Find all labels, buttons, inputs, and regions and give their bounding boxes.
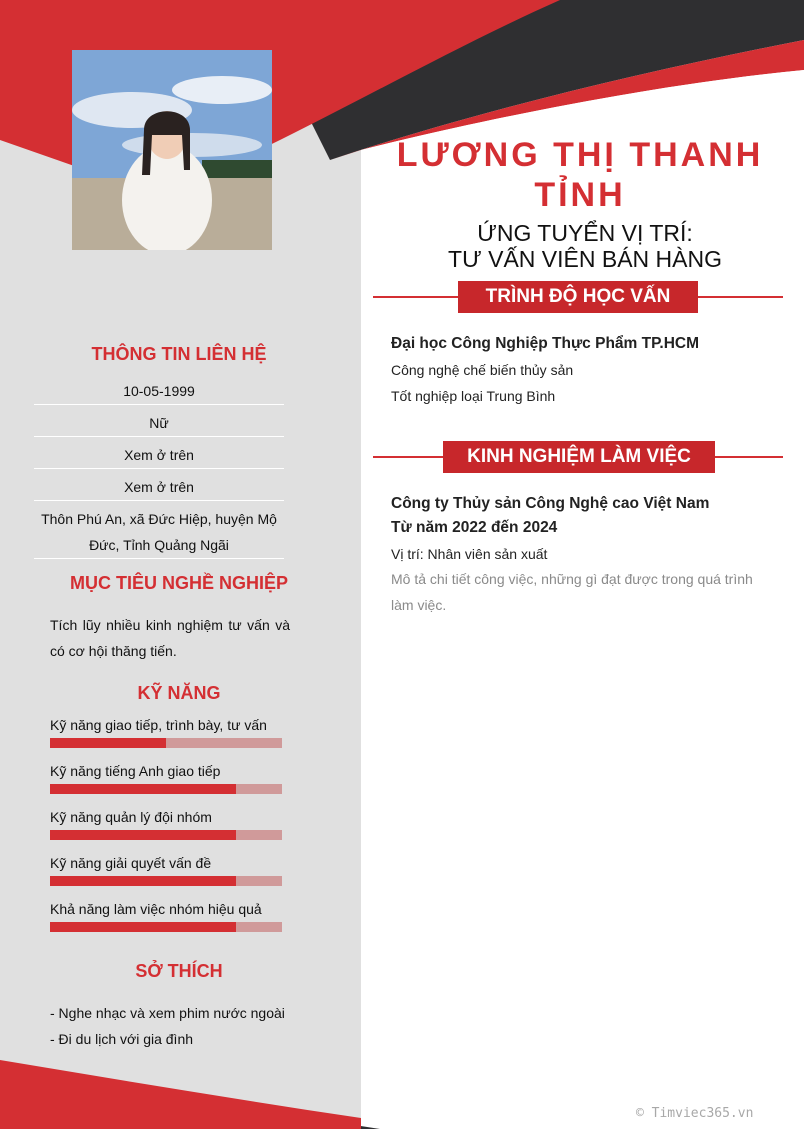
contact-email: Xem ở trên — [34, 474, 284, 501]
experience-company: Công ty Thủy sản Công Nghệ cao Việt Nam — [391, 495, 710, 512]
hobby-item: - Đi du lịch với gia đình — [50, 1031, 194, 1047]
objective-heading: MỤC TIÊU NGHỀ NGHIỆP — [69, 573, 288, 593]
skill-bar — [50, 784, 282, 794]
education-school: Đại học Công Nghiệp Thực Phẩm TP.HCM — [391, 335, 700, 352]
position-label: ỨNG TUYỂN VỊ TRÍ: — [477, 220, 693, 246]
profile-photo — [72, 50, 272, 250]
skill-bar-fill — [50, 738, 166, 748]
skill-bar — [50, 922, 282, 932]
experience-role: Vị trí: Nhân viên sản xuất — [391, 546, 548, 562]
skill-label: Kỹ năng giải quyết vấn đề — [50, 855, 212, 871]
skill-bar-fill — [50, 876, 236, 886]
skill-bar — [50, 738, 282, 748]
watermark: © Timviec365.vn — [636, 1106, 754, 1121]
experience-period: Từ năm 2022 đến 2024 — [391, 519, 558, 536]
footer-red-swoosh — [0, 1060, 361, 1129]
education-grade: Tốt nghiệp loại Trung Bình — [391, 388, 556, 404]
education-heading: TRÌNH ĐỘ HỌC VẤN — [458, 281, 698, 313]
skill-label: Kỹ năng quản lý đội nhóm — [50, 809, 212, 825]
position-title: TƯ VẤN VIÊN BÁN HÀNG — [448, 246, 722, 272]
skill-bar-fill — [50, 830, 236, 840]
contact-phone: Xem ở trên — [34, 442, 284, 469]
skill-bar-fill — [50, 922, 236, 932]
education-major: Công nghệ chế biến thủy sản — [391, 362, 574, 378]
hobby-item: - Nghe nhạc và xem phim nước ngoài — [50, 1005, 285, 1021]
skill-label: Kỹ năng giao tiếp, trình bày, tư vấn — [50, 717, 267, 733]
skill-bar-fill — [50, 784, 236, 794]
candidate-name: LƯƠNG THỊ THANH TỈNH — [396, 136, 764, 214]
contact-heading: THÔNG TIN LIÊN HỆ — [91, 344, 267, 364]
contact-birthday: 10-05-1999 — [34, 378, 284, 405]
skill-label: Khả năng làm việc nhóm hiệu quả — [50, 901, 262, 917]
skills-heading: KỸ NĂNG — [137, 683, 221, 703]
applied-position — [380, 220, 790, 272]
skill-bar — [50, 830, 282, 840]
contact-gender: Nữ — [34, 410, 284, 437]
skill-label: Kỹ năng tiếng Anh giao tiếp — [50, 763, 221, 779]
experience-heading: KINH NGHIỆM LÀM VIỆC — [443, 441, 715, 473]
skill-bar — [50, 876, 282, 886]
objective-text: Tích lũy nhiều kinh nghiệm tư vấn và có cơ hội thăng tiến. — [50, 617, 290, 659]
hobbies-heading: SỞ THÍCH — [135, 961, 223, 981]
contact-address: Thôn Phú An, xã Đức Hiệp, huyện Mộ Đức, Tỉnh Quảng Ngãi — [34, 506, 284, 559]
experience-description: Mô tả chi tiết công việc, những gì đạt được trong quá trình làm việc. — [391, 571, 753, 613]
